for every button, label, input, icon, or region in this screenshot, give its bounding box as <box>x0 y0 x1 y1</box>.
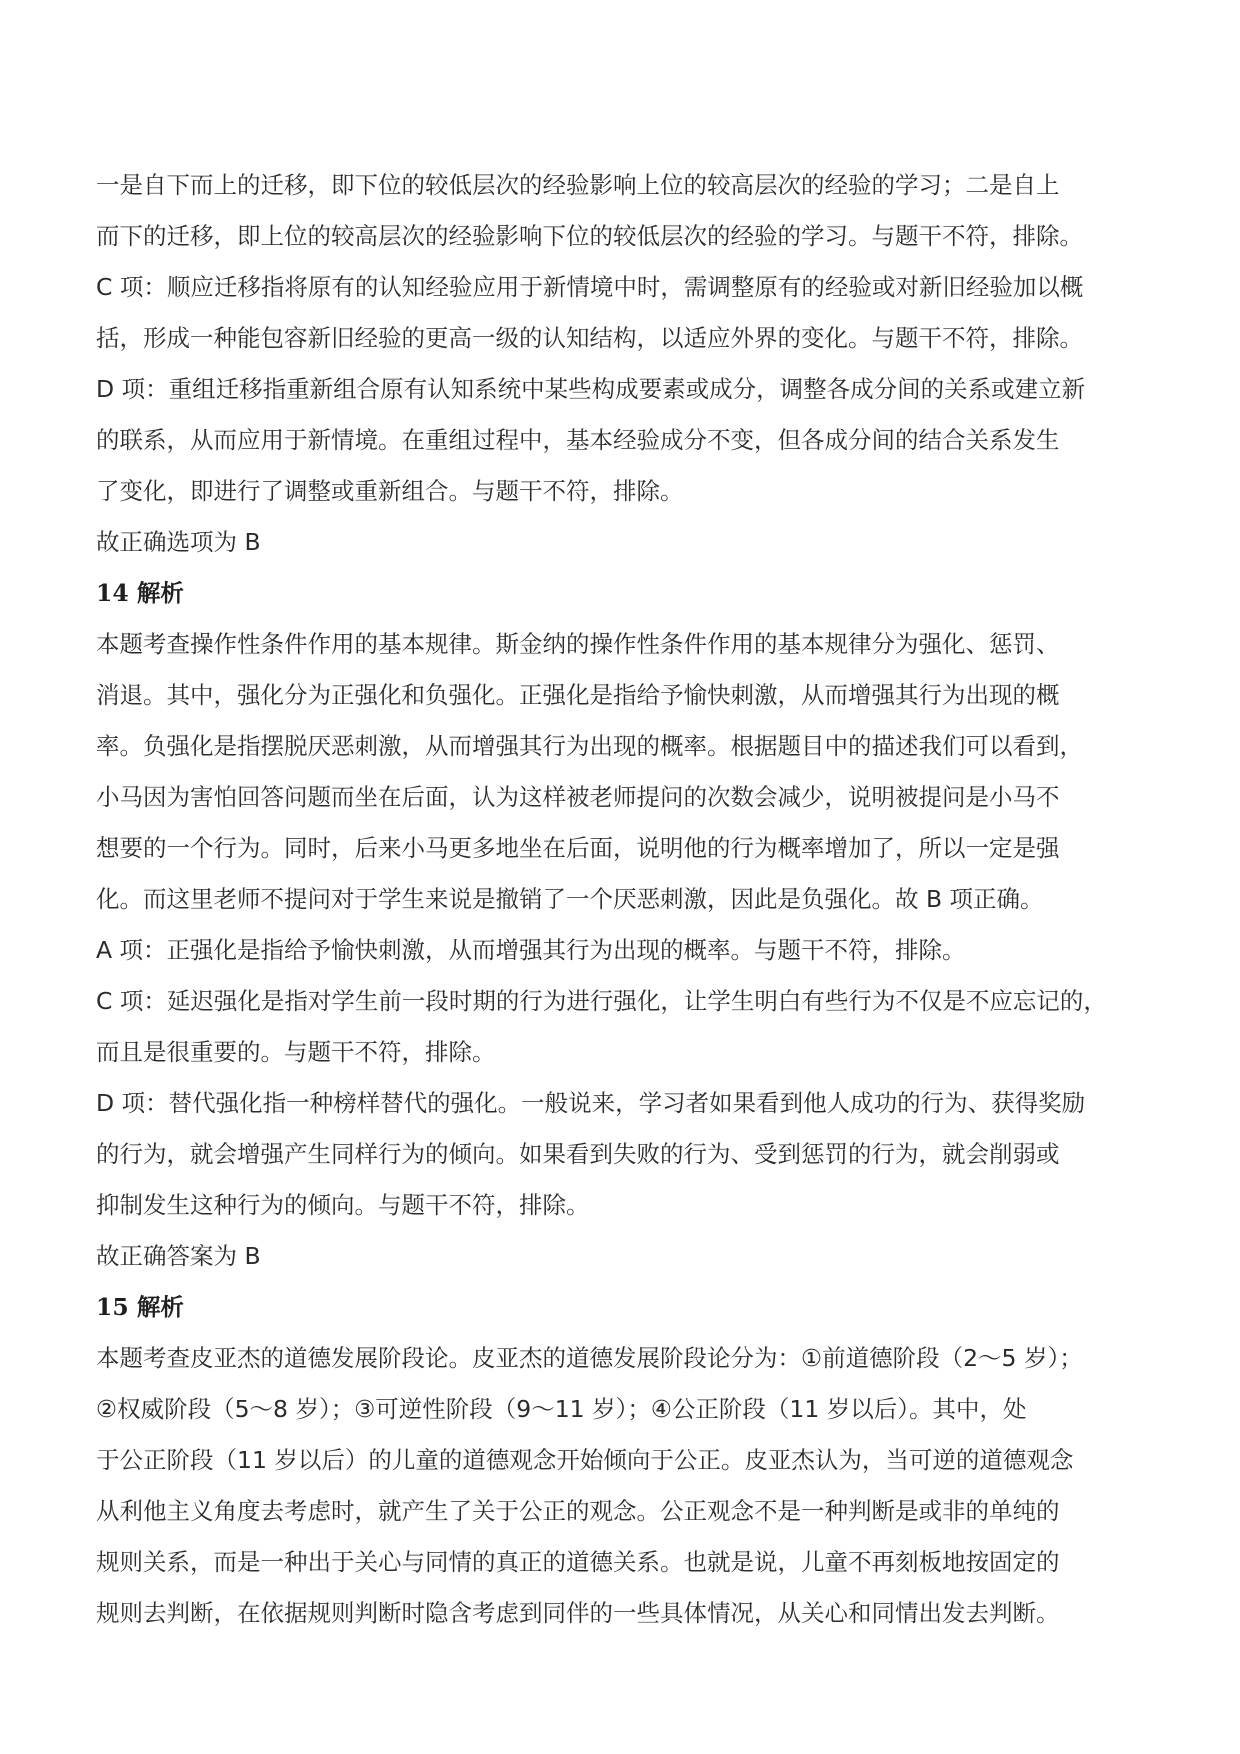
text-line: 从利他主义角度去考虑时，就产生了关于公正的观念。公正观念不是一种判断是或非的单纯的 <box>96 1497 1060 1525</box>
text-line: 故正确答案为 B <box>96 1242 261 1270</box>
text-line: 括，形成一种能包容新旧经验的更高一级的认知结构，以适应外界的变化。与题干不符，排除。 <box>96 324 1083 352</box>
text-line: ②权威阶段（5～8 岁）；③可逆性阶段（9～11 岁）；④公正阶段（11 岁以后）。其中，处 <box>96 1395 1027 1423</box>
text-line: 率。负强化是指摆脱厌恶刺激，从而增强其行为出现的概率。根据题目中的描述我们可以看到， <box>96 732 1083 760</box>
text-line: C 项：顺应迁移指将原有的认知经验应用于新情境中时，需调整原有的经验或对新旧经验加以概 <box>96 273 1084 301</box>
text-line: 于公正阶段（11 岁以后）的儿童的道德观念开始倾向于公正。皮亚杰认为，当可逆的道德观念 <box>96 1446 1074 1474</box>
text-line: 而且是很重要的。与题干不符，排除。 <box>96 1038 496 1066</box>
text-line: D 项：替代强化指一种榜样替代的强化。一般说来，学习者如果看到他人成功的行为、获得奖励 <box>96 1089 1086 1117</box>
document-body <box>96 160 1176 1639</box>
text-line: 的行为，就会增强产生同样行为的倾向。如果看到失败的行为、受到惩罚的行为，就会削弱或 <box>96 1140 1060 1168</box>
text-line: 小马因为害怕回答问题而坐在后面，认为这样被老师提问的次数会减少，说明被提问是小马不 <box>96 783 1060 811</box>
text-line: C 项：延迟强化是指对学生前一段时期的行为进行强化，让学生明白有些行为不仅是不应忘记的， <box>96 987 1107 1015</box>
text-line: 消退。其中，强化分为正强化和负强化。正强化是指给予愉快刺激，从而增强其行为出现的概 <box>96 681 1060 709</box>
text-line: 本题考查操作性条件作用的基本规律。斯金纳的操作性条件作用的基本规律分为强化、惩罚、 <box>96 630 1060 658</box>
text-line: A 项：正强化是指给予愉快刺激，从而增强其行为出现的概率。与题干不符，排除。 <box>96 936 966 964</box>
text-line: 抑制发生这种行为的倾向。与题干不符，排除。 <box>96 1191 590 1219</box>
text-line: 化。而这里老师不提问对于学生来说是撤销了一个厌恶刺激，因此是负强化。故 B 项正确。 <box>96 885 1044 913</box>
text-line: 一是自下而上的迁移，即下位的较低层次的经验影响上位的较高层次的经验的学习；二是自上 <box>96 171 1060 199</box>
text-line: 了变化，即进行了调整或重新组合。与题干不符，排除。 <box>96 477 684 505</box>
text-line: 规则关系，而是一种出于关心与同情的真正的道德关系。也就是说，儿童不再刻板地按固定的 <box>96 1548 1060 1576</box>
text-line: 故正确选项为 B <box>96 528 261 556</box>
text-line: 想要的一个行为。同时，后来小马更多地坐在后面，说明他的行为概率增加了，所以一定是强 <box>96 834 1060 862</box>
text-line: 的联系，从而应用于新情境。在重组过程中，基本经验成分不变，但各成分间的结合关系发生 <box>96 426 1060 454</box>
section-heading: 15 解析 <box>96 1293 184 1321</box>
text-line: 本题考查皮亚杰的道德发展阶段论。皮亚杰的道德发展阶段论分为：①前道德阶段（2～5 岁）； <box>96 1344 1083 1372</box>
text-line: 规则去判断，在依据规则判断时隐含考虑到同伴的一些具体情况，从关心和同情出发去判断。 <box>96 1599 1060 1627</box>
section-heading: 14 解析 <box>96 579 184 607</box>
text-line: D 项：重组迁移指重新组合原有认知系统中某些构成要素或成分，调整各成分间的关系或建立新 <box>96 375 1086 403</box>
text-line: 而下的迁移，即上位的较高层次的经验影响下位的较低层次的经验的学习。与题干不符，排除。 <box>96 222 1083 250</box>
